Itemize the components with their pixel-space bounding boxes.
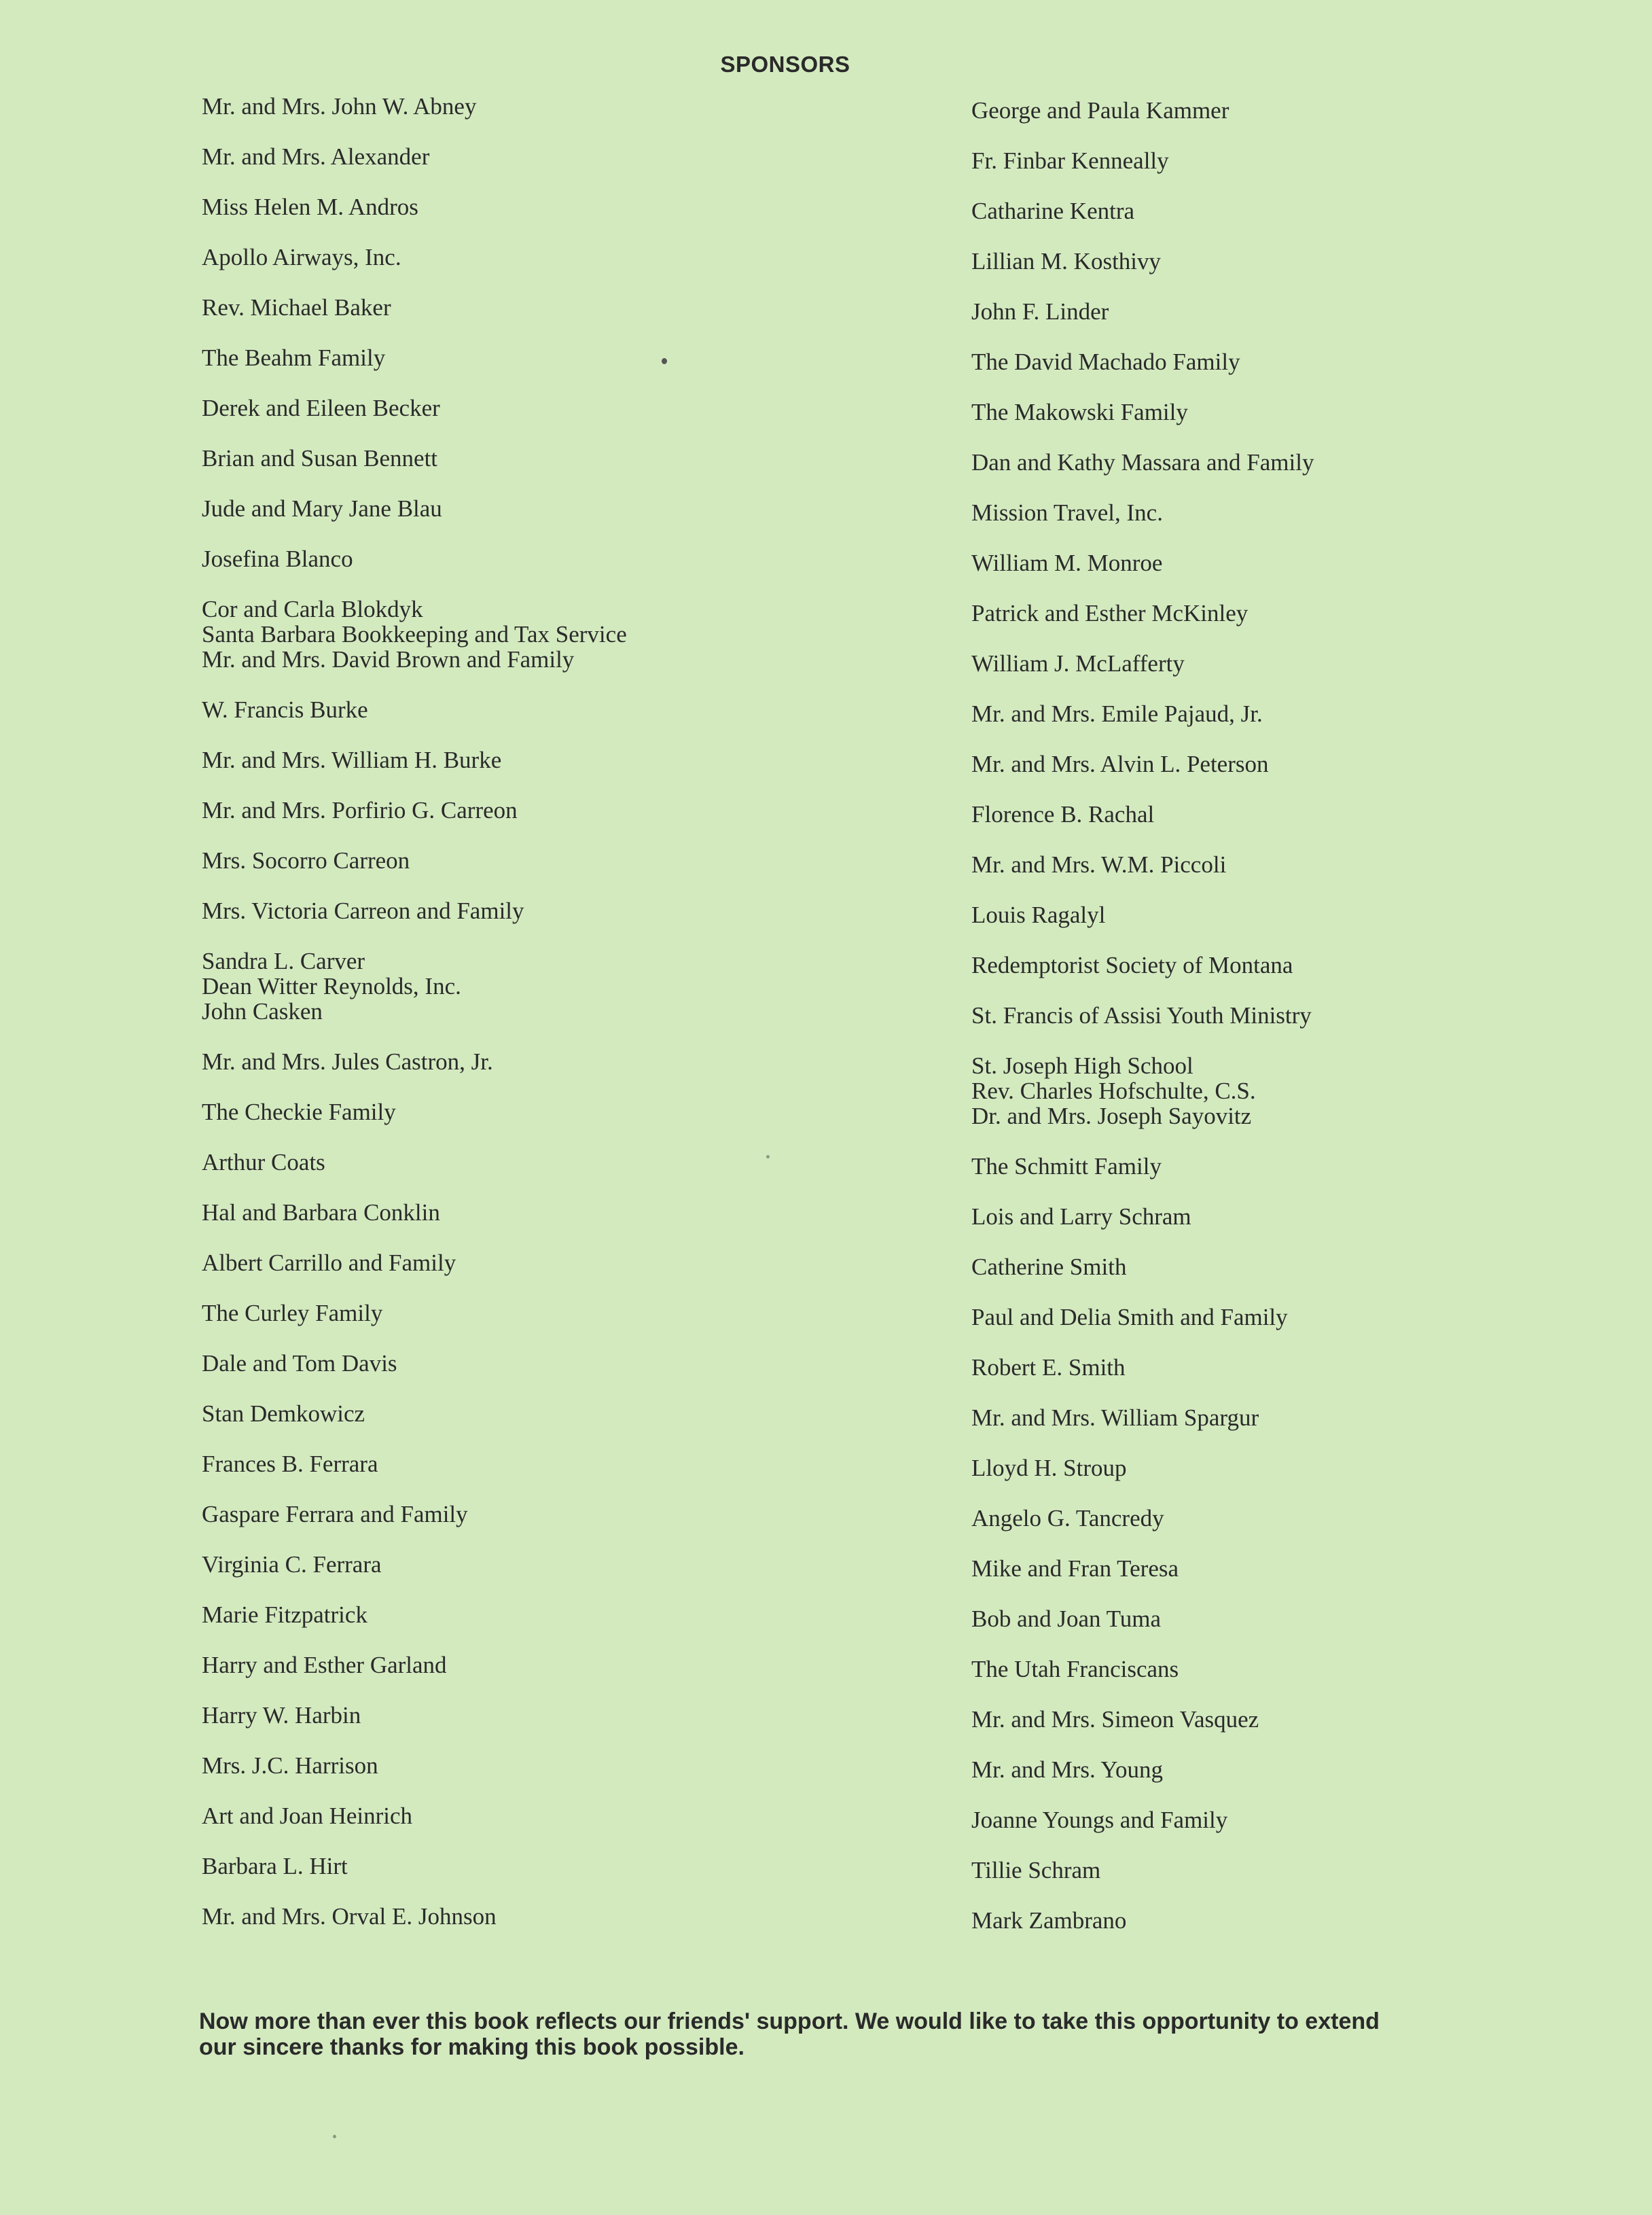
sponsor-name: Dr. and Mrs. Joseph Sayovitz [971, 1103, 1252, 1129]
sponsor-entry [971, 1707, 1314, 1757]
sponsor-entry [971, 1858, 1314, 1908]
sponsor-entry [971, 98, 1314, 148]
sponsor-name: Mr. and Mrs. W.M. Piccoli [971, 851, 1227, 878]
sponsor-entry [971, 802, 1314, 852]
sponsor-entry [202, 1451, 627, 1502]
sponsor-entry [971, 1455, 1314, 1506]
sponsor-name: Mr. and Mrs. William H. Burke [202, 747, 502, 773]
sponsor-name: Rev. Michael Baker [202, 294, 391, 321]
sponsor-entry [971, 1003, 1314, 1053]
paper-speck [662, 358, 667, 364]
sponsor-name: Mark Zambrano [971, 1907, 1127, 1934]
sponsor-entry [202, 1250, 627, 1300]
sponsor-name: Mr. and Mrs. Simeon Vasquez [971, 1706, 1259, 1733]
sponsor-entry [971, 1656, 1314, 1707]
sponsor-name: Joanne Youngs and Family [971, 1807, 1228, 1833]
sponsor-name: W. Francis Burke [202, 696, 368, 723]
sponsor-entry [202, 245, 627, 295]
sponsor-entry [202, 798, 627, 848]
sponsor-entry [971, 1405, 1314, 1455]
sponsor-name: Mr. and Mrs. John W. Abney [202, 93, 477, 120]
sponsor-entry [202, 1401, 627, 1451]
page-title: SPONSORS [720, 52, 850, 77]
sponsor-entry [202, 1602, 627, 1652]
sponsor-entry [202, 496, 627, 546]
sponsor-entry [202, 597, 627, 647]
sponsor-name: Louis Ragalyl [971, 902, 1106, 928]
sponsor-name: Mission Travel, Inc. [971, 499, 1163, 526]
sponsor-entry [971, 1053, 1314, 1103]
sponsor-name: Gaspare Ferrara and Family [202, 1501, 468, 1527]
sponsor-entry [971, 1908, 1314, 1958]
sponsor-name: Catharine Kentra [971, 198, 1135, 224]
sponsor-name: Jude and Mary Jane Blau [202, 495, 442, 522]
sponsor-entry [202, 999, 627, 1049]
sponsor-name: Sandra L. Carver [202, 948, 365, 974]
sponsor-name: Redemptorist Society of Montana [971, 952, 1293, 978]
sponsor-entry [202, 1502, 627, 1552]
sponsor-entry [971, 1305, 1314, 1355]
sponsor-entry [971, 1757, 1314, 1807]
sponsor-name: Paul and Delia Smith and Family [971, 1304, 1288, 1330]
sponsor-name: The Schmitt Family [971, 1153, 1162, 1180]
sponsor-name: George and Paula Kammer [971, 97, 1229, 124]
sponsor-name: The Beahm Family [202, 344, 386, 371]
sponsor-name: Arthur Coats [202, 1149, 325, 1175]
sponsor-name: Fr. Finbar Kenneally [971, 147, 1169, 174]
sponsor-entry [202, 546, 627, 597]
sponsor-name: Mr. and Mrs. Young [971, 1756, 1163, 1783]
sponsor-name: The Curley Family [202, 1300, 383, 1326]
sponsor-name: Mr. and Mrs. Alexander [202, 143, 430, 170]
sponsor-entry [971, 953, 1314, 1003]
sponsor-entry [971, 751, 1314, 802]
sponsor-name: Angelo G. Tancredy [971, 1505, 1164, 1531]
sponsor-entry [971, 1556, 1314, 1606]
sponsor-entry [202, 1150, 627, 1200]
sponsor-name: Frances B. Ferrara [202, 1451, 378, 1477]
sponsor-name: Albert Carrillo and Family [202, 1250, 456, 1276]
sponsor-entry [202, 1904, 627, 1954]
sponsor-name: Mr. and Mrs. Jules Castron, Jr. [202, 1048, 493, 1075]
sponsor-name: The Utah Franciscans [971, 1656, 1179, 1682]
sponsor-name: The Checkie Family [202, 1099, 396, 1125]
sponsor-name: John F. Linder [971, 298, 1109, 325]
sponsor-entry [202, 1703, 627, 1753]
sponsor-name: Mr. and Mrs. Orval E. Johnson [202, 1903, 497, 1930]
sponsor-name: Brian and Susan Bennett [202, 445, 438, 472]
sponsor-name: Dale and Tom Davis [202, 1350, 397, 1377]
sponsor-name: St. Joseph High School [971, 1052, 1193, 1079]
thank-you-note: Now more than ever this book reflects our friends' support. We would like to take this opportunity to extend our sincere thanks for making this book possible. [199, 2008, 1380, 2060]
sponsor-name: Catherine Smith [971, 1254, 1127, 1280]
sponsor-name: Mrs. Socorro Carreon [202, 847, 410, 874]
sponsor-name: Harry W. Harbin [202, 1702, 361, 1729]
sponsor-entry [202, 949, 627, 999]
sponsor-name: Virginia C. Ferrara [202, 1551, 382, 1578]
sponsor-entry [971, 651, 1314, 701]
sponsor-entry [971, 1254, 1314, 1305]
sponsor-entry [202, 345, 627, 395]
sponsor-name: Lois and Larry Schram [971, 1203, 1191, 1230]
sponsor-name: Harry and Esther Garland [202, 1652, 447, 1678]
sponsor-entry [971, 299, 1314, 349]
sponsor-entry [971, 701, 1314, 751]
sponsor-name: Mr. and Mrs. William Spargur [971, 1404, 1259, 1431]
sponsor-entry [202, 747, 627, 798]
sponsor-list-right [971, 98, 1314, 1958]
sponsor-name: Miss Helen M. Andros [202, 194, 418, 220]
sponsor-name: Marie Fitzpatrick [202, 1601, 367, 1628]
sponsor-name: Dan and Kathy Massara and Family [971, 449, 1314, 476]
sponsor-name: Mrs. Victoria Carreon and Family [202, 898, 524, 924]
sponsor-name: Bob and Joan Tuma [971, 1606, 1162, 1632]
sponsor-name: Mr. and Mrs. Alvin L. Peterson [971, 751, 1269, 777]
sponsor-name: Mike and Fran Teresa [971, 1555, 1179, 1582]
sponsor-name: Robert E. Smith [971, 1354, 1126, 1381]
paper-speck [333, 2135, 336, 2138]
sponsor-name: Mr. and Mrs. David Brown and Family [202, 646, 575, 673]
sponsor-entry [971, 349, 1314, 400]
sponsor-entry [971, 500, 1314, 550]
sponsor-entry [202, 1300, 627, 1351]
sponsor-name: William J. McLafferty [971, 650, 1185, 677]
sponsor-entry [202, 1753, 627, 1803]
sponsor-entry [202, 1049, 627, 1099]
sponsor-entry [971, 852, 1314, 902]
sponsor-name: Florence B. Rachal [971, 801, 1155, 828]
sponsor-name: The Makowski Family [971, 399, 1188, 425]
sponsor-entry [971, 902, 1314, 953]
sponsor-entry [971, 1606, 1314, 1656]
sponsor-entry [971, 1154, 1314, 1204]
sponsor-name: Josefina Blanco [202, 546, 353, 572]
sponsor-name: Stan Demkowicz [202, 1400, 365, 1427]
sponsor-name: Derek and Eileen Becker [202, 395, 440, 421]
sponsor-list-left [202, 94, 627, 1954]
sponsor-entry [202, 1854, 627, 1904]
sponsor-entry [202, 647, 627, 697]
sponsor-entry [971, 1355, 1314, 1405]
sponsor-entry [202, 1803, 627, 1854]
sponsor-name: Santa Barbara Bookkeeping and Tax Service [202, 621, 627, 648]
sponsor-entry [971, 400, 1314, 450]
sponsor-name: Art and Joan Heinrich [202, 1803, 413, 1829]
sponsor-name: Rev. Charles Hofschulte, C.S. [971, 1078, 1256, 1104]
sponsor-entry [971, 550, 1314, 601]
sponsor-name: St. Francis of Assisi Youth Ministry [971, 1002, 1312, 1029]
sponsor-entry [202, 395, 627, 446]
sponsor-entry [971, 450, 1314, 500]
sponsor-name: Apollo Airways, Inc. [202, 244, 401, 270]
sponsor-name: Barbara L. Hirt [202, 1853, 348, 1879]
sponsor-entry [202, 1552, 627, 1602]
sponsor-name: Cor and Carla Blokdyk [202, 596, 423, 622]
sponsor-entry [202, 1351, 627, 1401]
sponsor-name: John Casken [202, 998, 323, 1025]
sponsor-entry [202, 1099, 627, 1150]
sponsor-entry [202, 1200, 627, 1250]
sponsor-name: Mr. and Mrs. Porfirio G. Carreon [202, 797, 518, 823]
sponsor-name: The David Machado Family [971, 349, 1240, 375]
sponsor-name: Dean Witter Reynolds, Inc. [202, 973, 461, 999]
sponsor-name: Tillie Schram [971, 1857, 1101, 1883]
sponsor-entry [971, 1807, 1314, 1858]
sponsor-entry [202, 295, 627, 345]
sponsor-entry [971, 601, 1314, 651]
sponsor-name: Mrs. J.C. Harrison [202, 1752, 378, 1779]
sponsor-entry [202, 1652, 627, 1703]
sponsor-entry [202, 94, 627, 144]
sponsor-name: William M. Monroe [971, 550, 1163, 576]
sponsor-entry [202, 697, 627, 747]
sponsor-entry [971, 1506, 1314, 1556]
sponsor-name: Lloyd H. Stroup [971, 1455, 1127, 1481]
sponsor-entry [971, 1204, 1314, 1254]
sponsor-name: Patrick and Esther McKinley [971, 600, 1249, 626]
sponsor-entry [202, 194, 627, 245]
sponsor-entry [202, 848, 627, 898]
sponsor-entry [202, 446, 627, 496]
sponsor-name: Mr. and Mrs. Emile Pajaud, Jr. [971, 701, 1263, 727]
sponsor-entry [971, 249, 1314, 299]
sponsor-name: Lillian M. Kosthivy [971, 248, 1162, 274]
sponsor-entry [202, 144, 627, 194]
sponsor-entry [202, 898, 627, 949]
sponsor-entry [971, 198, 1314, 249]
paper-speck [766, 1155, 770, 1158]
sponsor-entry [971, 1103, 1314, 1154]
sponsor-name: Hal and Barbara Conklin [202, 1199, 440, 1226]
sponsor-entry [971, 148, 1314, 198]
